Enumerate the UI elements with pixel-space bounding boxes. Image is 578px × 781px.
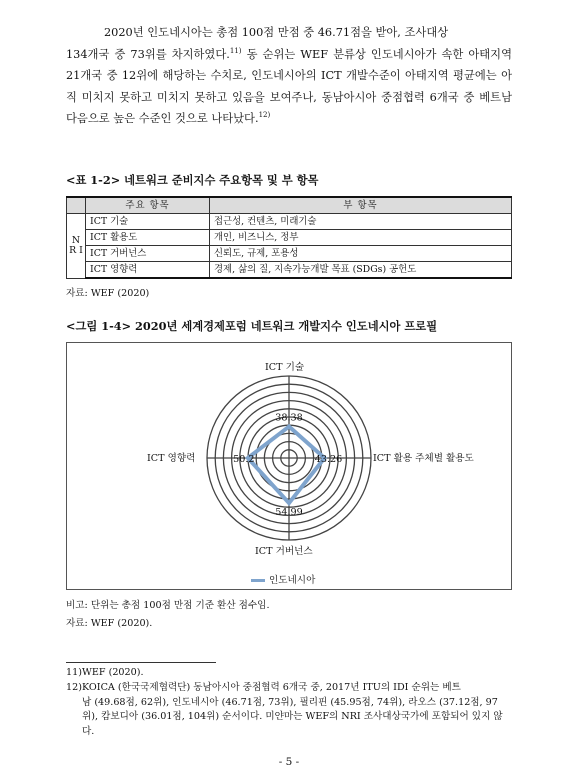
- footnote-12-number: 12): [66, 682, 82, 693]
- figure-source: 자료: WEF (2020).: [66, 618, 153, 629]
- footnote-divider: [66, 662, 216, 663]
- axis-label-ict-usage: ICT 활용 주체별 활용도: [373, 453, 474, 464]
- axis-label-ict-governance: ICT 거버넌스: [255, 546, 313, 557]
- table-caption: <표 1-2> 네트워크 준비지수 주요항목 및 부 항목: [66, 173, 319, 187]
- figure-note: 비고: 단위는 총점 100점 만점 기준 환산 점수임.: [66, 600, 270, 611]
- header-blank: [67, 197, 86, 214]
- data-label: 43.26: [314, 454, 343, 465]
- row-sub: 접근성, 컨텐츠, 미래기술: [210, 214, 512, 230]
- figure-caption: <그림 1-4> 2020년 세계경제포럼 네트워크 개발지수 인도네시아 프로필: [66, 319, 438, 333]
- paragraph-rest: 동 순위는 WEF 분류상 인도네시아가 속한 아태지역 21개국 중 12위에 해당하는 수치로, 인도네시아의 ICT 개발수준이 아태지역 평균에는 아직 미치지 못하고 미치지 못하고 있음을 보여주나, 동남아시아 중점협력 6개국 중 베트남 다음으로 높은 수준인 것으로 나타났다.: [66, 47, 512, 125]
- row-main: ICT 영향력: [86, 262, 210, 279]
- table-row: [67, 214, 512, 230]
- table-row: [67, 230, 512, 246]
- table-source: 자료: WEF (2020): [66, 288, 150, 299]
- data-point: [288, 425, 291, 428]
- table-row: [67, 262, 512, 279]
- footnote-12-line1: KOICA (한국국제협력단) 동남아시아 중점협력 6개국 중, 2017년 ITU의 IDI 순위는 베트: [82, 682, 461, 693]
- row-sub: 경제, 삶의 질, 지속가능개발 목표 (SDGs) 공헌도: [210, 262, 512, 279]
- header-main-item: 주요 항목: [86, 197, 210, 214]
- data-label: 50.2: [233, 454, 255, 465]
- footnote-ref-12[interactable]: 12): [258, 111, 271, 120]
- nri-label: N R I: [67, 214, 86, 279]
- axis-label-ict-skills: ICT 기술: [265, 362, 305, 373]
- radar-chart-box: [66, 342, 512, 590]
- paragraph-line-2a: 134개국 중 73위를 차지하였다.: [66, 47, 230, 61]
- header-sub-item: 부 항목: [210, 197, 512, 214]
- nri-table: [66, 196, 512, 279]
- table-header-row: [67, 197, 512, 214]
- footnote-ref-11[interactable]: 11): [229, 46, 242, 55]
- table-row: [67, 246, 512, 262]
- legend-label: 인도네시아: [269, 575, 316, 586]
- page-number: - 5 -: [278, 756, 300, 768]
- footnote-12: [66, 681, 512, 739]
- body-paragraph: [66, 22, 512, 130]
- legend-swatch: [251, 579, 265, 582]
- footnote-11: [66, 666, 512, 681]
- footnote-11-number: 11): [66, 667, 82, 678]
- row-sub: 신뢰도, 규제, 포용성: [210, 246, 512, 262]
- paragraph-line-1: 2020년 인도네시아는 총점 100점 만점 중 46.71점을 받아, 조사대상: [104, 26, 449, 39]
- data-label: 54.99: [275, 507, 303, 519]
- footnote-11-text: WEF (2020).: [82, 667, 144, 678]
- row-sub: 개인, 비즈니스, 정부: [210, 230, 512, 246]
- data-point: [288, 502, 291, 505]
- chart-legend: [251, 572, 315, 586]
- row-main: ICT 기술: [86, 214, 210, 230]
- data-label: 38.38: [275, 412, 303, 424]
- axis-label-ict-impact: ICT 영향력: [147, 453, 196, 464]
- footnote-12-rest: 남 (49.68점, 62위), 인도네시아 (46.71점, 73위), 필리핀 (45.95점, 74위), 라오스 (37.12점, 97위), 캄보디아 (36.01점, 104위) 순서이다. 미얀마는 WEF의 NRI 조사대상국가에 포함되어 있지 않다.: [82, 696, 503, 737]
- row-main: ICT 거버넌스: [86, 246, 210, 262]
- row-main: ICT 활용도: [86, 230, 210, 246]
